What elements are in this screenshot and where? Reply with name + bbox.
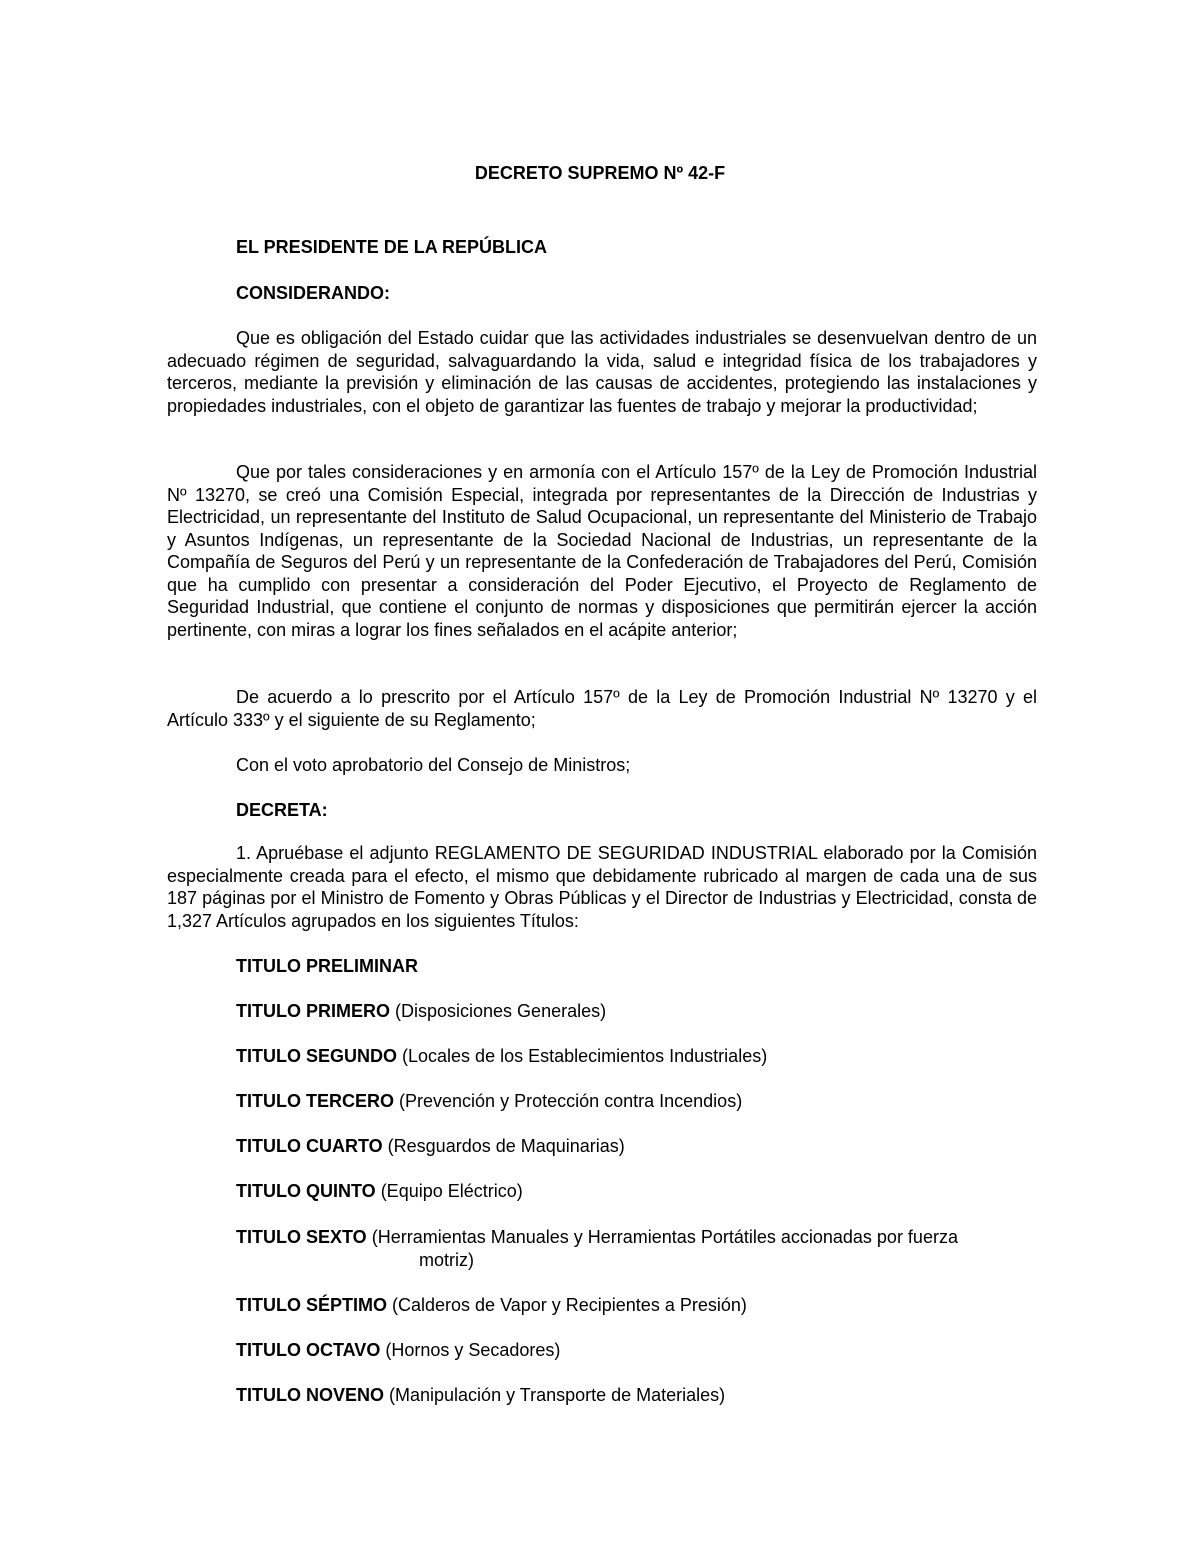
titulo-item: [236, 1090, 1036, 1113]
titulo-item: [236, 1226, 1036, 1272]
paragraph-1: Que es obligación del Estado cuidar que las actividades industriales se desenvuelvan dentro de un adecuado régimen de seguridad, salvaguardando la vida, salud e integridad física de los trabajadores y terceros, mediante la previsión y eliminación de las causas de accidentes, protegiendo las instalaciones y propiedades industriales, con el objeto de garantizar las fuentes de trabajo y mejorar la productividad;: [167, 328, 1037, 416]
titulo-desc: (Calderos de Vapor y Recipientes a Presión): [392, 1295, 747, 1315]
decreta-heading: DECRETA:: [236, 800, 328, 820]
titulo-name: TITULO SÉPTIMO: [236, 1295, 387, 1315]
document-title: DECRETO SUPREMO Nº 42-F: [474, 163, 726, 183]
titulo-desc: (Manipulación y Transporte de Materiales): [389, 1385, 726, 1405]
titulo-name: TITULO PRIMERO: [236, 1001, 390, 1021]
titulo-name: TITULO PRELIMINAR: [236, 956, 418, 976]
titulo-name: TITULO QUINTO: [236, 1181, 376, 1201]
titulo-item: [236, 1384, 1036, 1407]
titulo-name: TITULO SEXTO: [236, 1227, 367, 1247]
titulo-name: TITULO SEGUNDO: [236, 1046, 397, 1066]
titulo-item: [236, 1000, 1036, 1023]
paragraph-3: De acuerdo a lo prescrito por el Artículo 157º de la Ley de Promoción Industrial Nº 13270 y el Artículo 333º y el siguiente de su Reglamento;: [167, 687, 1037, 730]
titulo-desc: (Hornos y Secadores): [385, 1340, 561, 1360]
titulo-name: TITULO CUARTO: [236, 1136, 383, 1156]
article-1: 1. Apruébase el adjunto REGLAMENTO DE SEGURIDAD INDUSTRIAL elaborado por la Comisión especialmente creada para el efecto, el mismo que debidamente rubricado al margen de cada una de sus 187 páginas por el Ministro de Fomento y Obras Públicas y el Director de Industrias y Electricidad, consta de 1,327 Artículos agrupados en los siguientes Títulos:: [167, 843, 1037, 931]
titulo-item: [236, 1045, 1036, 1068]
paragraph-4: Con el voto aprobatorio del Consejo de Ministros;: [236, 755, 631, 775]
titulo-desc: (Resguardos de Maquinarias): [387, 1136, 625, 1156]
titulo-name: TITULO NOVENO: [236, 1385, 384, 1405]
president-heading: EL PRESIDENTE DE LA REPÚBLICA: [236, 237, 548, 257]
titulo-desc-continued: motriz): [419, 1250, 474, 1270]
titulo-desc: (Equipo Eléctrico): [380, 1181, 523, 1201]
titulo-item: [236, 1135, 1036, 1158]
titulo-item: [236, 1294, 1036, 1317]
titulo-desc: (Prevención y Protección contra Incendios): [399, 1091, 743, 1111]
titulo-desc: (Herramientas Manuales y Herramientas Portátiles accionadas por fuerza: [371, 1227, 958, 1247]
titulo-desc: (Locales de los Establecimientos Industriales): [402, 1046, 768, 1066]
titulo-item: [236, 1180, 1036, 1203]
titulo-item: [236, 955, 1036, 978]
paragraph-2: Que por tales consideraciones y en armonía con el Artículo 157º de la Ley de Promoción Industrial Nº 13270, se creó una Comisión Especial, integrada por representantes de la Dirección de Industrias y Electricidad, un representante del Instituto de Salud Ocupacional, un representante del Ministerio de Trabajo y Asuntos Indígenas, un representante de la Sociedad Nacional de Industrias, un representante de la Compañía de Seguros del Perú y un representante de la Confederación de Trabajadores del Perú, Comisión que ha cumplido con presentar a consideración del Poder Ejecutivo, el Proyecto de Reglamento de Seguridad Industrial, que contiene el conjunto de normas y disposiciones que permitirán ejercer la acción pertinente, con miras a lograr los fines señalados en el acápite anterior;: [167, 462, 1037, 640]
titulo-desc: (Disposiciones Generales): [395, 1001, 607, 1021]
titulo-name: TITULO TERCERO: [236, 1091, 394, 1111]
titulo-item: [236, 1339, 1036, 1362]
titulo-name: TITULO OCTAVO: [236, 1340, 381, 1360]
considerando-heading: CONSIDERANDO:: [236, 283, 391, 303]
